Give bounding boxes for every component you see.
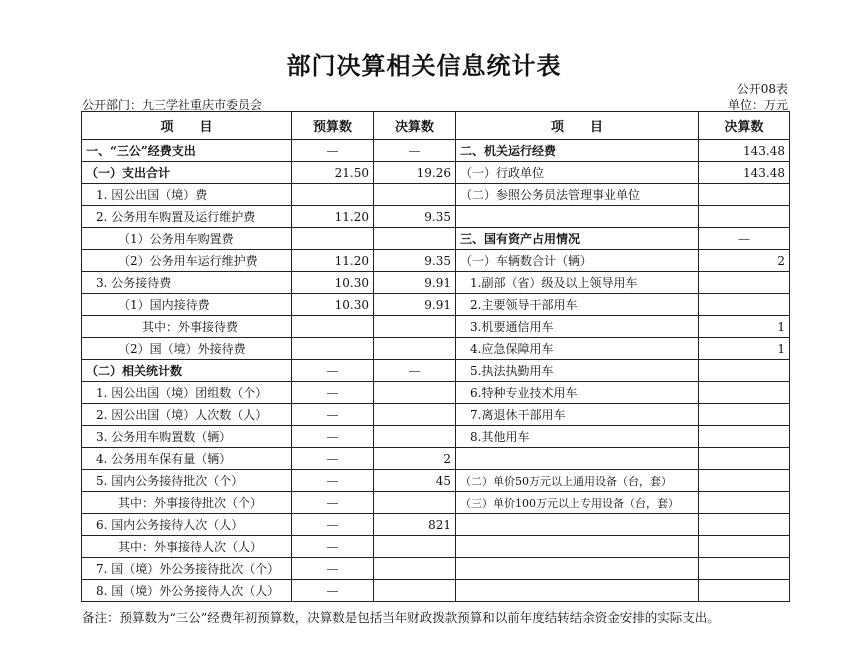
department-label: 公开部门：九三学社重庆市委员会 [82,98,263,112]
row-budget: 10.30 [292,294,374,316]
row-label-left: 3. 公务接待费 [82,272,292,294]
row-budget: 11.20 [292,250,374,272]
table-header-row [82,112,790,140]
row-budget: — [292,536,374,558]
row-label-right [456,206,699,228]
header-budget: 预算数 [292,112,374,140]
row-budget: — [292,558,374,580]
row-final-right: 2 [699,250,790,272]
row-final-right [699,536,790,558]
table-row [82,206,790,228]
row-final: 9.91 [374,272,456,294]
row-budget: — [292,382,374,404]
row-final-right [699,470,790,492]
row-label-right [456,448,699,470]
row-final [374,492,456,514]
row-label-left: （1）国内接待费 [82,294,292,316]
header-final-right: 决算数 [699,112,790,140]
row-final [374,382,456,404]
row-final [374,316,456,338]
row-budget: 11.20 [292,206,374,228]
table-row [82,294,790,316]
row-final-right [699,580,790,602]
row-label-right [456,536,699,558]
row-label-left: （一）支出合计 [82,162,292,184]
table-row [82,558,790,580]
row-label-right: 三、国有资产占用情况 [456,228,699,250]
table-row [82,250,790,272]
row-final-right: 143.48 [699,162,790,184]
table-row [82,448,790,470]
row-final [374,228,456,250]
row-label-right: （二）参照公务员法管理事业单位 [456,184,699,206]
row-label-right: 6.特种专业技术用车 [456,382,699,404]
row-label-left: （2）公务用车运行维护费 [82,250,292,272]
table-row [82,492,790,514]
row-final-right [699,514,790,536]
row-label-left: 7. 国（境）外公务接待批次（个） [82,558,292,580]
header-final-left: 决算数 [374,112,456,140]
row-final-right [699,426,790,448]
row-final-right [699,360,790,382]
row-label-right: （二）单价50万元以上通用设备（台，套） [456,470,699,492]
row-label-right: 5.执法执勤用车 [456,360,699,382]
row-budget: — [292,492,374,514]
row-label-left: 5. 国内公务接待批次（个） [82,470,292,492]
row-budget: — [292,470,374,492]
row-label-left: 1. 因公出国（境）团组数（个） [82,382,292,404]
row-final-right [699,272,790,294]
row-label-left: 其中：外事接待费 [82,316,292,338]
row-label-left: 2. 因公出国（境）人次数（人） [82,404,292,426]
table-row [82,272,790,294]
row-label-left: 3. 公务用车购置数（辆） [82,426,292,448]
row-budget: — [292,404,374,426]
header-item-right: 项 目 [456,112,699,140]
row-label-left: 4. 公务用车保有量（辆） [82,448,292,470]
row-label-right: （三）单价100万元以上专用设备（台，套） [456,492,699,514]
row-final: 45 [374,470,456,492]
row-label-right: 二、机关运行经费 [456,140,699,162]
table-row [82,580,790,602]
unit-label: 单位：万元 [727,98,788,112]
row-budget [292,338,374,360]
row-label-right: 2.主要领导干部用车 [456,294,699,316]
table-row [82,184,790,206]
row-final [374,404,456,426]
table-row [82,316,790,338]
row-final-right [699,492,790,514]
row-budget: — [292,360,374,382]
form-number: 公开08表 [736,82,788,96]
row-final: 9.35 [374,250,456,272]
row-label-right: （一）行政单位 [456,162,699,184]
row-final-right [699,404,790,426]
statistics-table [81,111,790,602]
row-final-right: 143.48 [699,140,790,162]
row-budget [292,228,374,250]
row-label-left: （二）相关统计数 [82,360,292,382]
table-row [82,228,790,250]
table-row [82,426,790,448]
row-final [374,536,456,558]
row-label-right: （一）车辆数合计（辆） [456,250,699,272]
row-final-right: 1 [699,338,790,360]
row-label-left: （2）国（境）外接待费 [82,338,292,360]
row-final-right [699,184,790,206]
row-label-right: 7.离退休干部用车 [456,404,699,426]
row-final-right [699,558,790,580]
row-budget: — [292,580,374,602]
row-final [374,184,456,206]
row-budget: — [292,426,374,448]
table-row [82,514,790,536]
table-row [82,536,790,558]
row-final [374,558,456,580]
header-item-left: 项 目 [82,112,292,140]
row-label-left: 其中：外事接待人次（人） [82,536,292,558]
table-row [82,470,790,492]
row-label-left: （1）公务用车购置费 [82,228,292,250]
table-row [82,140,790,162]
row-final [374,338,456,360]
row-label-right: 8.其他用车 [456,426,699,448]
row-budget [292,184,374,206]
row-final: — [374,140,456,162]
row-budget: — [292,448,374,470]
table-row [82,382,790,404]
row-final [374,426,456,448]
row-final: 19.26 [374,162,456,184]
row-label-right: 3.机要通信用车 [456,316,699,338]
row-final: — [374,360,456,382]
row-budget: — [292,140,374,162]
row-label-left: 1. 因公出国（境）费 [82,184,292,206]
row-budget: 21.50 [292,162,374,184]
row-final: 821 [374,514,456,536]
row-final: 2 [374,448,456,470]
page-title: 部门决算相关信息统计表 [286,52,562,80]
row-label-right: 4.应急保障用车 [456,338,699,360]
row-final: 9.35 [374,206,456,228]
row-label-left: 一、“三公”经费支出 [82,140,292,162]
row-label-left: 6. 国内公务接待人次（人） [82,514,292,536]
row-budget: 10.30 [292,272,374,294]
row-final-right [699,206,790,228]
row-label-right: 1.副部（省）级及以上领导用车 [456,272,699,294]
row-budget [292,316,374,338]
row-final: 9.91 [374,294,456,316]
row-final [374,580,456,602]
row-final-right [699,294,790,316]
table-row [82,404,790,426]
footnote: 备注：预算数为“三公”经费年初预算数，决算数是包括当年财政拨款预算和以前年度结转结余资金安排的实际支出。 [82,610,720,625]
row-label-left: 8. 国（境）外公务接待人次（人） [82,580,292,602]
row-label-left: 其中：外事接待批次（个） [82,492,292,514]
table-row [82,338,790,360]
row-label-right [456,514,699,536]
row-label-right [456,558,699,580]
table-row [82,162,790,184]
row-final-right: — [699,228,790,250]
row-final-right: 1 [699,316,790,338]
row-final-right [699,382,790,404]
row-budget: — [292,514,374,536]
row-label-right [456,580,699,602]
row-final-right [699,448,790,470]
table-row [82,360,790,382]
row-label-left: 2. 公务用车购置及运行维护费 [82,206,292,228]
